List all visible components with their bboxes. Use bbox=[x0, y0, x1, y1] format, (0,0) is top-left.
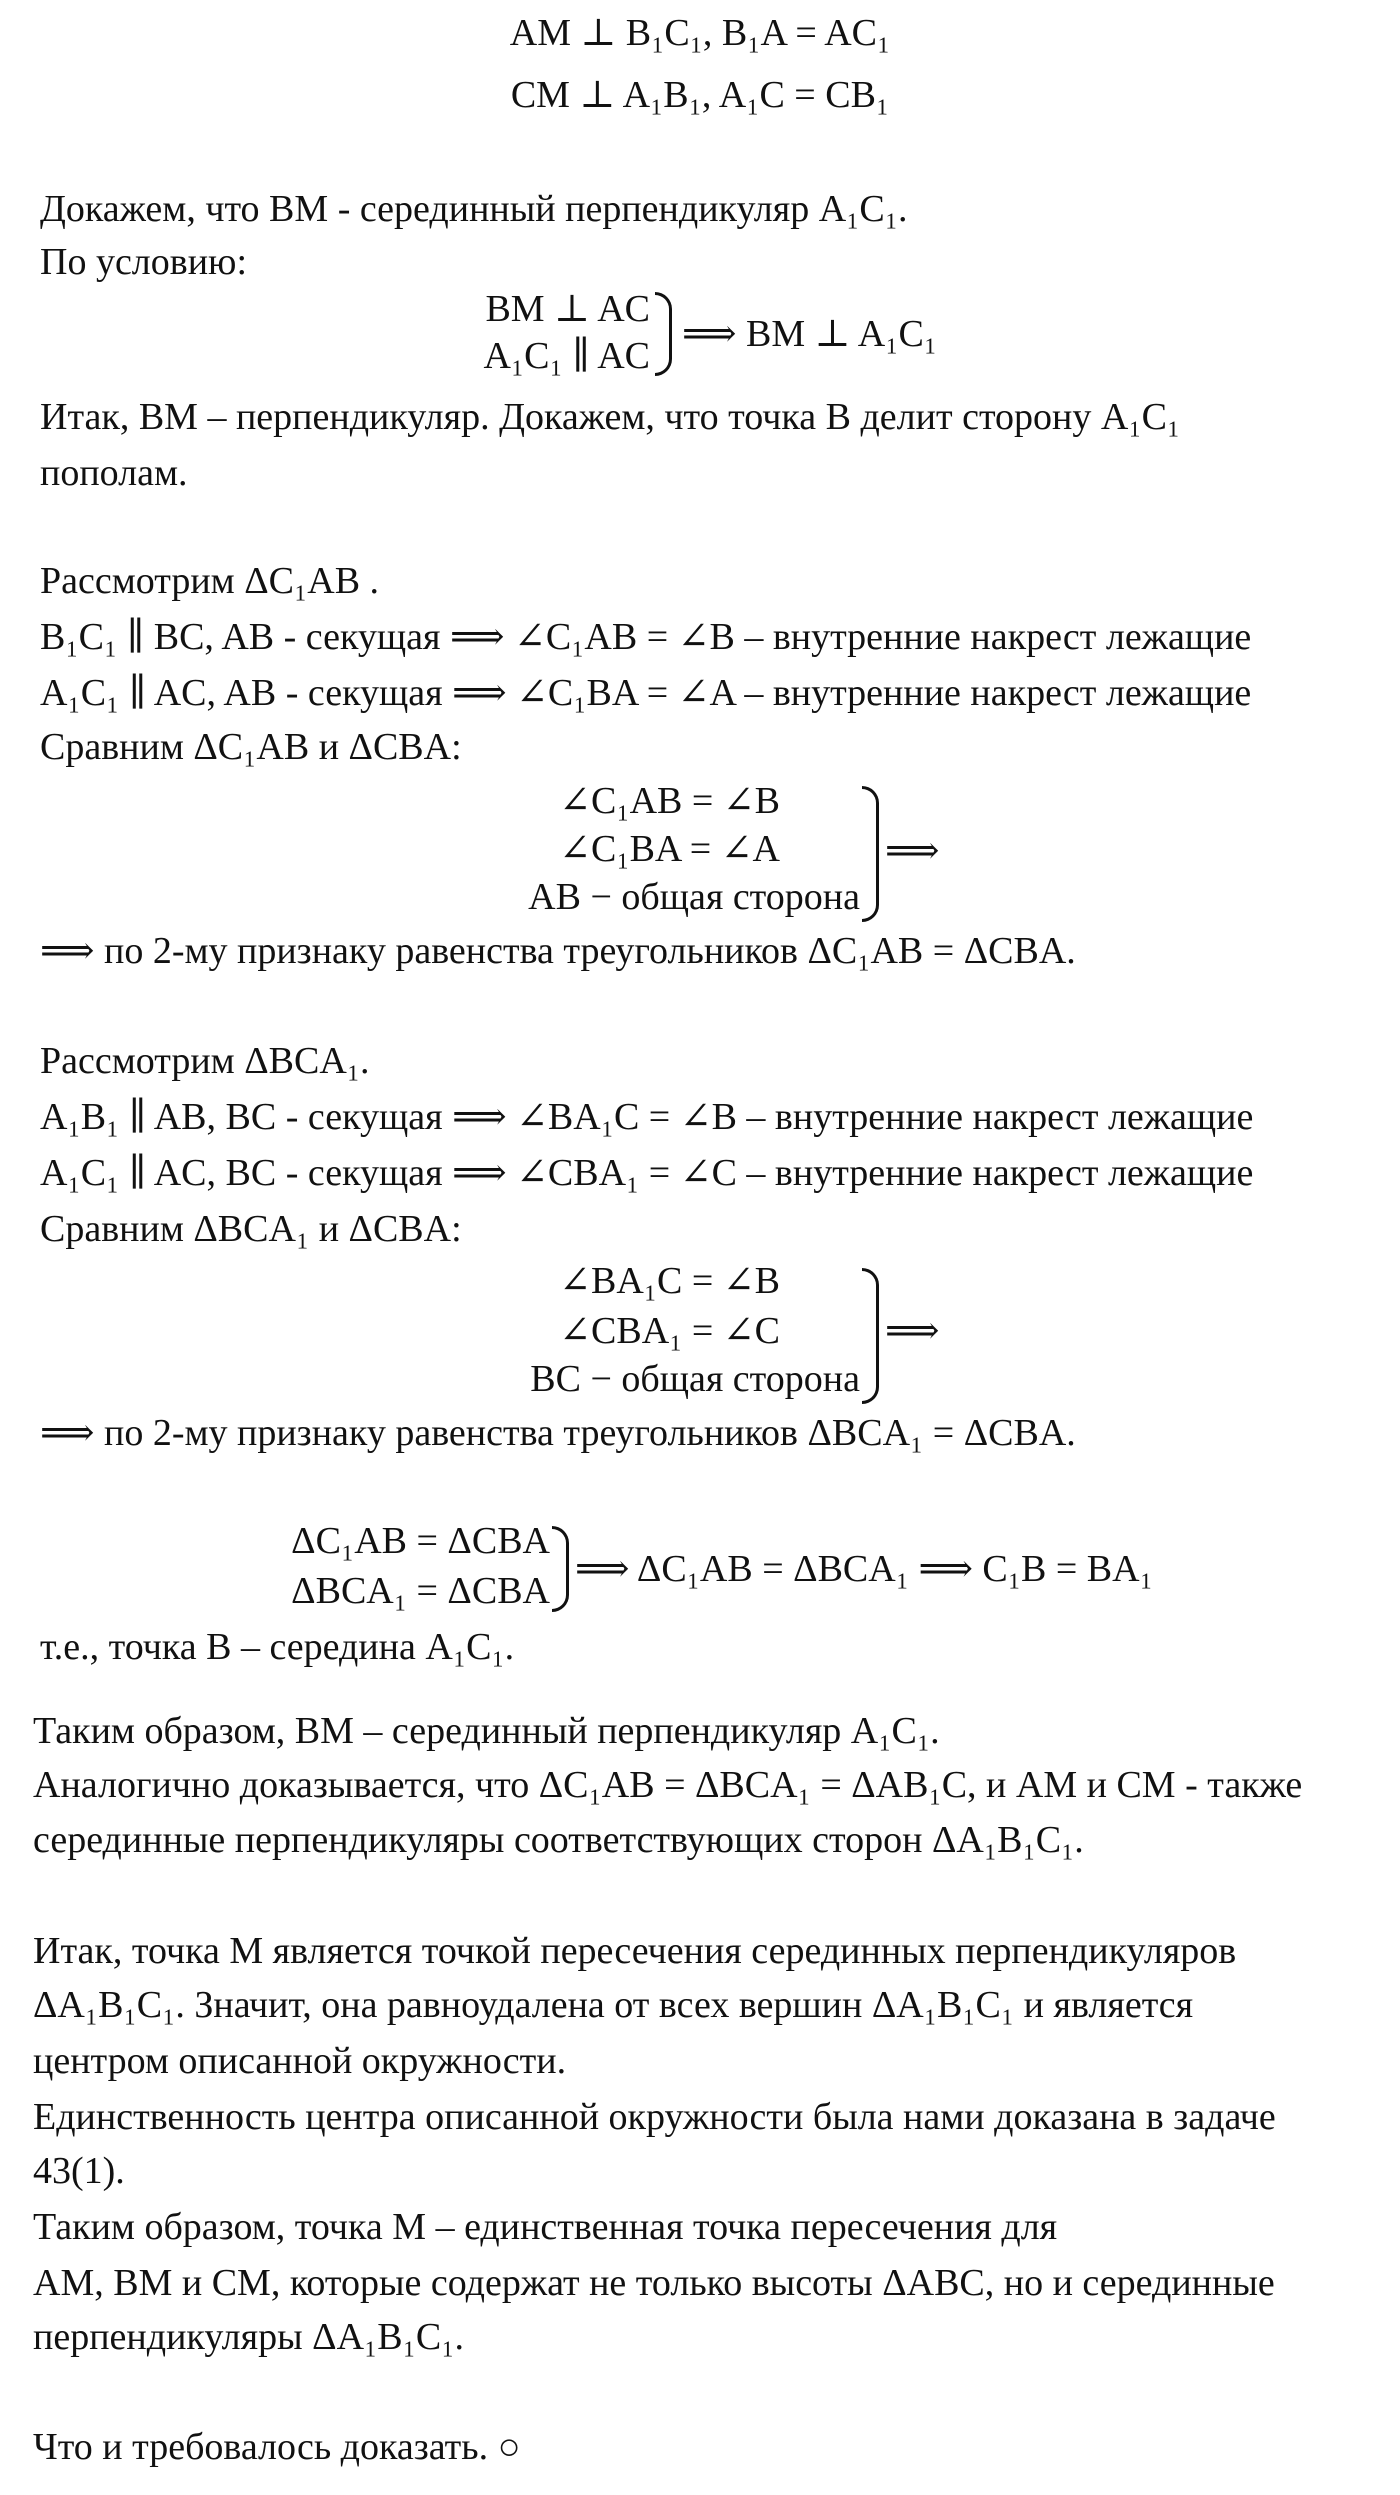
part1-compare: Сравним ΔC₁AB и ΔCBA: bbox=[40, 726, 462, 768]
conclusion-line-10: AM, BM и CM, которые содержат не только высоты ΔABC, но и серединные bbox=[33, 2262, 1275, 2304]
part2-system-line-3: BC − общая сторона bbox=[530, 1358, 860, 1400]
part2-line-2: A₁C₁ ∥ AC, BC - секущая ⟹ ∠CBA₁ = ∠C – внутренние накрест лежащие bbox=[40, 1152, 1254, 1194]
part1-implies: ⟹ bbox=[885, 830, 940, 872]
part2-consider: Рассмотрим ΔBCA₁. bbox=[40, 1040, 370, 1082]
part2-system-line-2: ∠CBA₁ = ∠C bbox=[559, 1310, 780, 1352]
conclusion-line-6: центром описанной окружности. bbox=[33, 2040, 567, 2082]
prove-statement: Докажем, что BM - серединный перпендикуляр A₁C₁. bbox=[40, 188, 908, 230]
equation-line-1: AM ⊥ B₁C₁, B₁A = AC₁ bbox=[509, 12, 891, 54]
conclusion-line-9: Таким образом, точка M – единственная точка пересечения для bbox=[33, 2206, 1058, 2248]
system1-line-1: BM ⊥ AC bbox=[485, 288, 650, 330]
part3-system-line-1: ΔC₁AB = ΔCBA bbox=[291, 1520, 550, 1562]
part1-system-line-2: ∠C₁BA = ∠A bbox=[559, 828, 780, 870]
part1-line-1: B₁C₁ ∥ BC, AB - секущая ⟹ ∠C₁AB = ∠B – внутренние накрест лежащие bbox=[40, 616, 1252, 658]
part2-system-line-1: ∠BA₁C = ∠B bbox=[559, 1260, 780, 1302]
part2-compare: Сравним ΔBCA₁ и ΔCBA: bbox=[40, 1208, 462, 1250]
system1-line-2: A₁C₁ ∥ AC bbox=[483, 335, 650, 377]
conclusion-line-11: перпендикуляры ΔA₁B₁C₁. bbox=[33, 2316, 464, 2358]
system1-brace bbox=[655, 292, 672, 376]
conclusion-line-1: Таким образом, BM – серединный перпендикуляр A₁C₁. bbox=[33, 1710, 940, 1752]
system1-result: ⟹ BM ⊥ A₁C₁ bbox=[682, 313, 938, 355]
part1-system-line-3: AB − общая сторона bbox=[528, 876, 860, 918]
conclusion-line-8: 43(1). bbox=[33, 2150, 125, 2192]
conclusion-line-2: Аналогично доказывается, что ΔC₁AB = ΔBCA₁ = ΔAB₁C, и AM и CM - также bbox=[33, 1764, 1303, 1806]
part1-conclusion: ⟹ по 2-му признаку равенства треугольников ΔC₁AB = ΔCBA. bbox=[40, 930, 1076, 972]
part1-system-brace bbox=[862, 786, 879, 922]
part2-line-1: A₁B₁ ∥ AB, BC - секущая ⟹ ∠BA₁C = ∠B – внутренние накрест лежащие bbox=[40, 1096, 1254, 1138]
conclusion-line-3: серединные перпендикуляры соответствующих сторон ΔA₁B₁C₁. bbox=[33, 1819, 1084, 1861]
part1-consider: Рассмотрим ΔC₁AB . bbox=[40, 560, 380, 602]
part3-midpoint: т.е., точка B – середина A₁C₁. bbox=[40, 1626, 515, 1668]
intermediate-line-2: пополам. bbox=[40, 452, 188, 494]
conclusion-line-4: Итак, точка M является точкой пересечения серединных перпендикуляров bbox=[33, 1930, 1237, 1972]
part2-conclusion: ⟹ по 2-му признаку равенства треугольников ΔBCA₁ = ΔCBA. bbox=[40, 1412, 1076, 1454]
part1-line-2: A₁C₁ ∥ AC, AB - секущая ⟹ ∠C₁BA = ∠A – внутренние накрест лежащие bbox=[40, 672, 1252, 714]
part3-result: ⟹ ΔC₁AB = ΔBCA₁ ⟹ C₁B = BA₁ bbox=[575, 1548, 1153, 1590]
part2-implies: ⟹ bbox=[885, 1310, 940, 1352]
qed-line: Что и требовалось доказать. ○ bbox=[33, 2426, 521, 2468]
conclusion-line-5: ΔA₁B₁C₁. Значит, она равноудалена от всех вершин ΔA₁B₁C₁ и является bbox=[33, 1984, 1194, 2026]
equation-line-2: CM ⊥ A₁B₁, A₁C = CB₁ bbox=[510, 74, 890, 116]
part3-system-line-2: ΔBCA₁ = ΔCBA bbox=[291, 1570, 550, 1612]
part2-system-brace bbox=[862, 1268, 879, 1404]
conclusion-line-7: Единственность центра описанной окружности была нами доказана в задаче bbox=[33, 2096, 1276, 2138]
part1-system-line-1: ∠C₁AB = ∠B bbox=[559, 780, 780, 822]
part3-system-brace bbox=[552, 1526, 569, 1612]
intermediate-line-1: Итак, BM – перпендикуляр. Докажем, что точка B делит сторону A₁C₁ bbox=[40, 396, 1181, 438]
condition-label: По условию: bbox=[40, 241, 247, 283]
